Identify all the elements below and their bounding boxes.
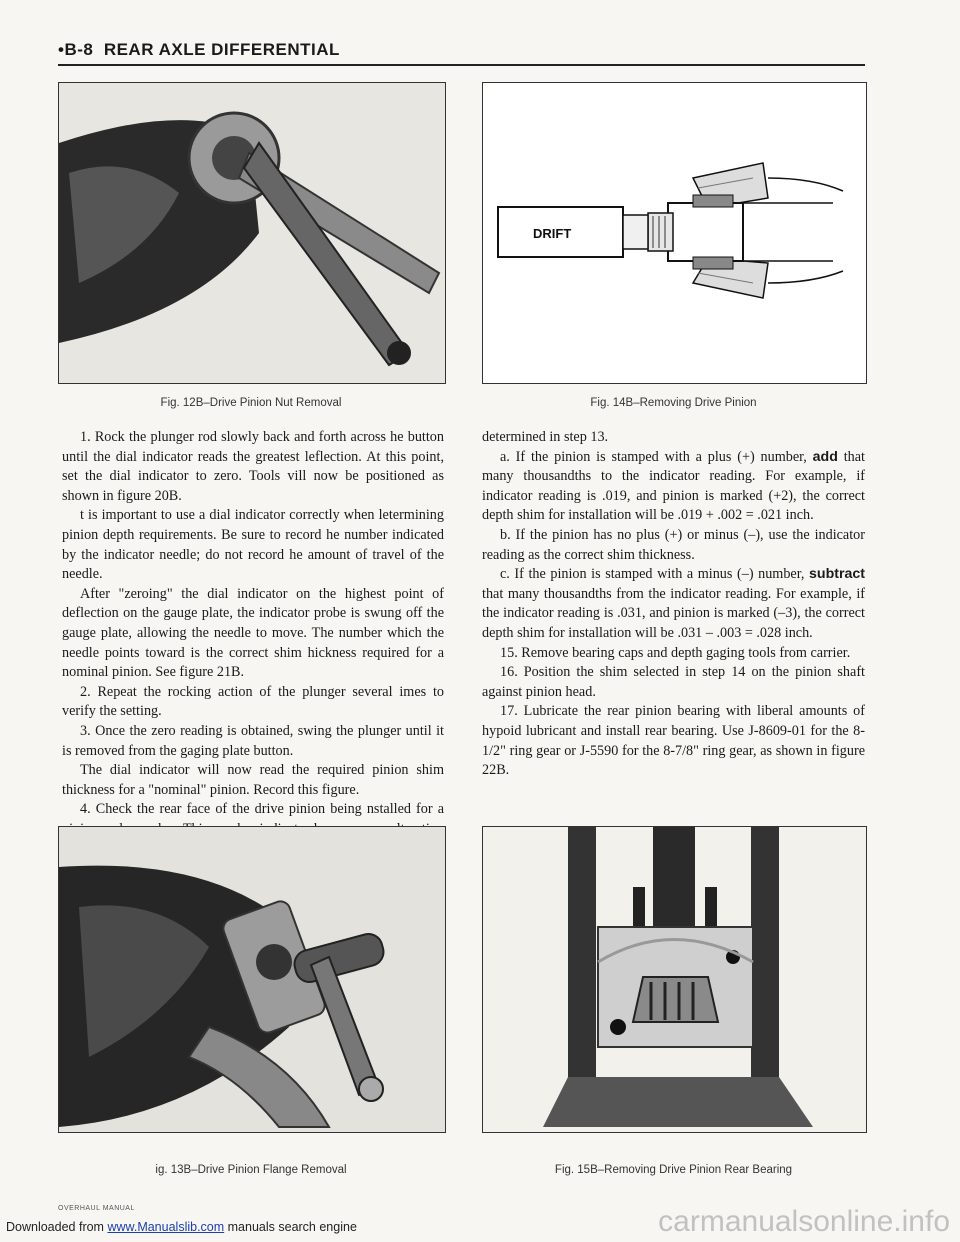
figure-14b-diagram xyxy=(482,82,867,384)
download-text-cont: manuals search engine xyxy=(224,1220,357,1234)
figure-14b-caption: Fig. 14B–Removing Drive Pinion xyxy=(590,397,757,409)
item-c-emphasis: subtract xyxy=(809,566,865,583)
paragraph-item-a xyxy=(482,448,865,526)
figure-13b-photo xyxy=(58,826,446,1133)
download-text: Downloaded from xyxy=(6,1220,108,1234)
paragraph-step-16: 16. Position the shim selected in step 14 on the pinion shaft against pinion head. xyxy=(482,664,865,700)
figure-12b-caption: Fig. 12B–Drive Pinion Nut Removal xyxy=(160,397,342,409)
drive-pinion-nut-removal-illustration xyxy=(59,83,445,383)
paragraph: The dial indicator will now read the required pinion shim thickness for a "nominal" pinion. Record this figure. xyxy=(62,762,444,798)
item-c-text-cont: that many thousandths from the indicator reading. For example, if the indicator reading is .031, and pinion is marked (–3), the correct depth shim for installation will be .031 – .003 = .028 inch. xyxy=(482,585,865,641)
paragraph: 4. Check the rear face of the drive pinion being nstalled for a xyxy=(80,801,444,818)
drive-pinion-flange-removal-illustration xyxy=(59,827,445,1132)
paragraph: determined in step 13. xyxy=(482,429,609,445)
item-a-text: a. If the pinion is stamped with a plus (+) number, xyxy=(500,448,813,465)
paragraph-item-c xyxy=(482,565,865,643)
drift-label: DRIFT xyxy=(533,226,572,241)
right-text-column xyxy=(482,428,865,781)
paragraph: 3. Once the zero reading is obtained, swing the plunger until it is removed from the gaging plate button. xyxy=(62,722,444,759)
paragraph-step-17: 17. Lubricate the rear pinion bearing with liberal amounts of hypoid lubricant and install rear bearing. Use J-8609-01 for the 8-1/2" ring gear or J-5590 for the 8-7/8" ring gear, as shown in figure 22B. xyxy=(482,703,865,779)
item-c-text: c. If the pinion is stamped with a minus (–) number, xyxy=(500,566,810,583)
paragraph: 2. Repeat the rocking action of the plunger several imes to verify the setting. xyxy=(62,683,444,720)
figure-13b-caption: ig. 13B–Drive Pinion Flange Removal xyxy=(155,1164,347,1176)
item-a-emphasis: add xyxy=(812,448,838,465)
drive-pinion-removal-diagram xyxy=(483,83,866,383)
paragraph-item-b: b. If the pinion has no plus (+) or minus (–), use the indicator reading as the correct shim thickness. xyxy=(482,526,865,563)
figure-12b-photo xyxy=(58,82,446,384)
manual-footer-label: OVERHAUL MANUAL xyxy=(58,1205,135,1212)
page-header xyxy=(58,40,340,60)
paragraph: 1. Rock the plunger rod slowly back and forth across he button until the dial indicator reads the greatest leflection. At this point, set the dial indicator to zero. Tools vill now be positioned as shown in figure 20B. xyxy=(62,429,444,504)
page-reference: •B-8 xyxy=(58,40,94,59)
figure-15b-caption: Fig. 15B–Removing Drive Pinion Rear Bearing xyxy=(554,1164,793,1176)
drive-pinion-rear-bearing-removal-illustration xyxy=(483,827,866,1132)
page-title: REAR AXLE DIFFERENTIAL xyxy=(103,40,340,59)
paragraph: t is important to use a dial indicator correctly when letermining pinion depth requirements. Be sure to record he number indicated by the indicator needle; do not record he amount of travel of the needle. xyxy=(62,507,444,583)
manualslib-link[interactable]: www.Manualslib.com xyxy=(107,1220,225,1234)
left-text-column xyxy=(62,428,444,859)
watermark: carmanualsonline.info xyxy=(658,1205,950,1238)
paragraph: After "zeroing" the dial indicator on the highest point of deflection on the gauge plate, the indicator probe is swung off the gauge plate, allowing the needle to move. The number which the needle points toward is the correct shim hickness required for a nominal pinion. See figure 21B. xyxy=(62,585,444,681)
download-footer xyxy=(6,1220,357,1234)
header-rule xyxy=(58,64,865,66)
figure-15b-photo xyxy=(482,826,867,1133)
item-a-text-cont: that many thousandths to the indicator reading. For example, if indicator reading is .019, and pinion is marked (+2), the correct depth shim for installation will be .019 + .002 = .021 inch. xyxy=(482,448,865,524)
paragraph-step-15: 15. Remove bearing caps and depth gaging tools from carrier. xyxy=(500,644,851,661)
